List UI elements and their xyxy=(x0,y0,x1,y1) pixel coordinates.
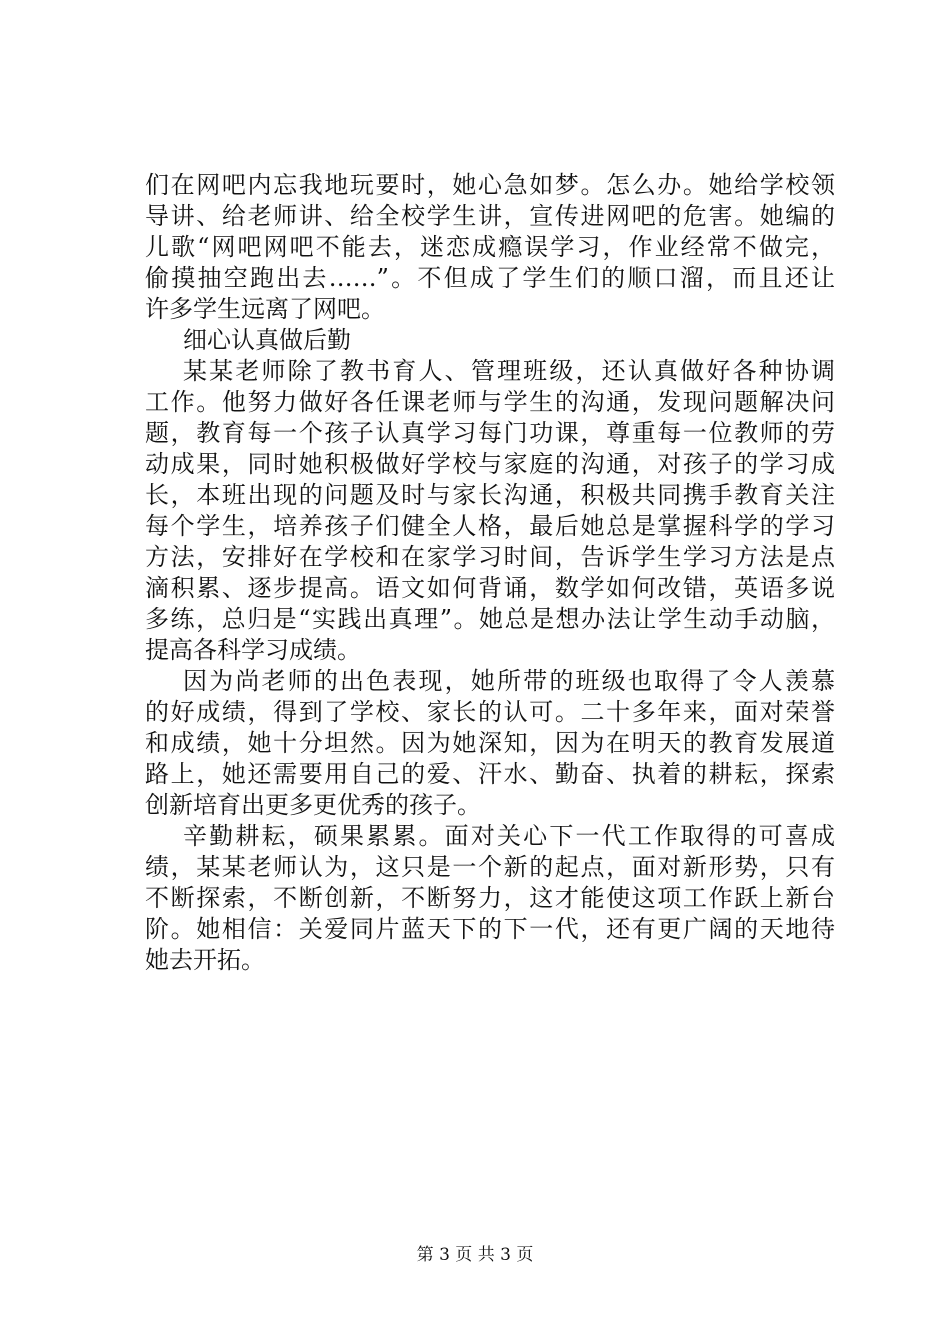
text-line: 们在网吧内忘我地玩要时，她心急如梦。怎么办。她给学校领 xyxy=(145,171,835,199)
paragraph xyxy=(145,666,835,821)
text-line: 偷摸抽空跑出去……”。不但成了学生们的顺口溜，而且还让 xyxy=(145,264,835,292)
text-line: 因为尚老师的出色表现，她所带的班级也取得了令人羡慕 xyxy=(183,667,835,695)
text-line: 儿歌“网吧网吧不能去，迷恋成瘾误学习，作业经常不做完， xyxy=(145,233,835,261)
text-line: 细心认真做后勤 xyxy=(183,326,351,354)
text-line: 和成绩，她十分坦然。因为她深知，因为在明天的教育发展道 xyxy=(145,729,835,757)
text-line: 工作。他努力做好各任课老师与学生的沟通，发现问题解决问 xyxy=(145,388,835,416)
text-line: 她去开拓。 xyxy=(145,946,265,974)
text-line: 不断探索，不断创新，不断努力，这才能使这项工作跃上新台 xyxy=(145,884,835,912)
text-line: 辛勤耕耘，硕果累累。面对关心下一代工作取得的可喜成 xyxy=(183,822,835,850)
document-body xyxy=(145,170,835,976)
text-line: 每个学生，培养孩子们健全人格，最后她总是掌握科学的学习 xyxy=(145,512,835,540)
text-line: 长，本班出现的问题及时与家长沟通，积极共同携手教育关注 xyxy=(145,481,835,509)
text-line: 创新培育出更多更优秀的孩子。 xyxy=(145,791,481,819)
text-line: 某某老师除了教书育人、管理班级，还认真做好各种协调 xyxy=(183,357,835,385)
text-line: 题，教育每一个孩子认真学习每门功课，尊重每一位教师的劳 xyxy=(145,419,835,447)
paragraph xyxy=(145,356,835,666)
text-line: 方法，安排好在学校和在家学习时间，告诉学生学习方法是点 xyxy=(145,543,835,571)
paragraph xyxy=(145,170,835,325)
text-line: 路上，她还需要用自己的爱、汗水、勤奋、执着的耕耘，探索 xyxy=(145,760,835,788)
text-line: 导讲、给老师讲、给全校学生讲，宣传进网吧的危害。她编的 xyxy=(145,202,835,230)
text-line: 阶。她相信：关爱同片蓝天下的下一代，还有更广阔的天地待 xyxy=(145,915,835,943)
page-number-footer: 第 3 页 共 3 页 xyxy=(416,1245,534,1265)
text-line: 多练，总归是“实践出真理”。她总是想办法让学生动手动脑， xyxy=(145,605,835,633)
text-line: 提高各科学习成绩。 xyxy=(145,636,361,664)
text-line: 动成果，同时她积极做好学校与家庭的沟通，对孩子的学习成 xyxy=(145,450,835,478)
text-line: 许多学生远离了网吧。 xyxy=(145,295,385,323)
section-heading xyxy=(145,325,835,356)
paragraph xyxy=(145,821,835,976)
text-line: 绩，某某老师认为，这只是一个新的起点，面对新形势，只有 xyxy=(145,853,835,881)
text-line: 滴积累、逐步提高。语文如何背诵，数学如何改错，英语多说 xyxy=(145,574,835,602)
text-line: 的好成绩，得到了学校、家长的认可。二十多年来，面对荣誉 xyxy=(145,698,835,726)
